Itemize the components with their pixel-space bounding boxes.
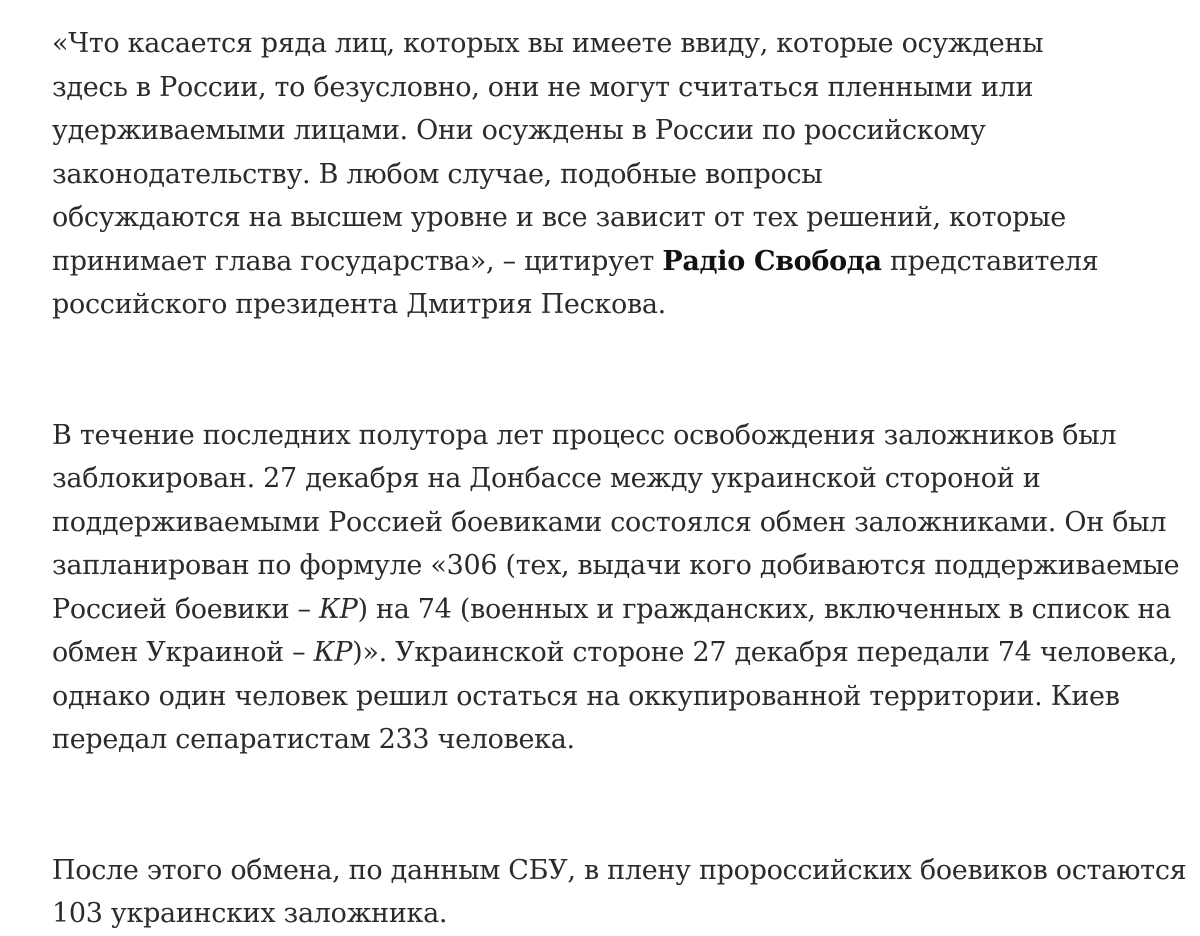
text-line xyxy=(52,240,1182,284)
text-line: После этого обмена, по данным СБУ, в плену пророссийских боевиков остаются xyxy=(52,854,1187,886)
text-line: российского президента Дмитрия Пескова. xyxy=(52,289,666,320)
paragraph-quote-peskov xyxy=(52,22,1182,327)
text-line: передал сепаратистам 233 человека. xyxy=(52,724,575,755)
text-segment: представителя xyxy=(881,245,1099,277)
text-line: обсуждаются на высшем уровне и все зависит от тех решений, которые xyxy=(52,202,1066,233)
paragraph-exchange xyxy=(52,414,1182,762)
editor-note-abbr: КР xyxy=(313,637,353,668)
text-line: удерживаемыми лицами. Они осуждены в России по российскому xyxy=(52,115,986,146)
text-line: поддерживаемыми Россией боевиками состоялся обмен заложниками. Он был xyxy=(52,506,1167,538)
text-line: В течение последних полутора лет процесс освобождения заложников был xyxy=(52,419,1117,451)
paragraph-spacer xyxy=(52,327,1182,414)
text-line: законодательству. В любом случае, подобные вопросы xyxy=(52,158,823,190)
text-line: «Что касается ряда лиц, которых вы имеете ввиду, которые осуждены xyxy=(52,28,1044,59)
editor-note-abbr: КР xyxy=(319,593,358,625)
paragraph-remaining-hostages xyxy=(52,849,1187,936)
text-segment: )». Украинской стороне 27 декабря передали 74 человека, xyxy=(352,637,1178,668)
text-segment: Россией боевики – xyxy=(52,593,320,625)
article-body xyxy=(52,22,1187,936)
text-line: 103 украинских заложника. xyxy=(52,898,448,929)
text-line xyxy=(52,588,1182,632)
text-line: однако один человек решил остаться на оккупированной территории. Киев xyxy=(52,680,1120,712)
text-line: запланирован по формуле «306 (тех, выдачи кого добиваются поддерживаемые xyxy=(52,550,1180,581)
text-segment: ) на 74 (военных и гражданских, включенных в список на xyxy=(357,593,1172,625)
text-line: заблокирован. 27 декабря на Донбассе между украинской стороной и xyxy=(52,463,1041,494)
text-segment: принимает глава государства», – цитирует xyxy=(52,245,663,277)
text-line: здесь в России, то безусловно, они не могут считаться пленными или xyxy=(52,71,1034,103)
radio-svoboda-link[interactable]: Радіо Свобода xyxy=(662,245,882,277)
paragraph-spacer xyxy=(52,762,1182,849)
text-line xyxy=(52,631,1182,675)
text-segment: обмен Украиной – xyxy=(52,637,314,668)
